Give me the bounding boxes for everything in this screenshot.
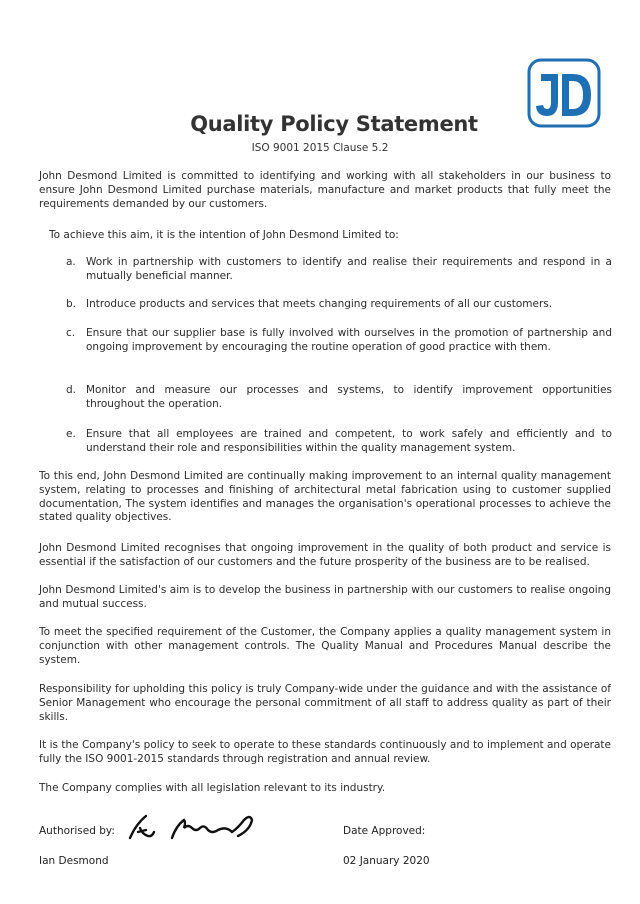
page-subtitle: ISO 9001 2015 Clause 5.2 — [251, 142, 389, 154]
page-title: Quality Policy Statement — [190, 112, 478, 136]
date-approved-value: 02 January 2020 — [343, 855, 430, 867]
paragraph-standards: It is the Company's policy to seek to operate to these standards continuously and to implement and operate fully the ISO 9001-2015 standards through registration and annual review. — [39, 739, 611, 765]
list-item-b — [66, 298, 612, 312]
list-text: Work in partnership with customers to identify and realise their requirements and respond in a mutually beneficial manner. — [86, 256, 612, 282]
list-text: Introduce products and services that meets changing requirements of all our customers. — [86, 298, 553, 310]
list-letter: a. — [66, 256, 76, 268]
authorised-label: Authorised by: — [39, 825, 115, 837]
list-letter: b. — [66, 298, 77, 310]
paragraph-responsibility: Responsibility for upholding this policy is truly Company-wide under the guidance and with the assistance of Senior Management who encourage the personal commitment of all staff to address quality as part of their skills. — [39, 683, 611, 723]
list-item-a — [66, 256, 612, 284]
list-text: Ensure that all employees are trained and competent, to work safely and efficiently and to understand their role and responsibilities within the quality management system. — [86, 428, 612, 454]
paragraph-improvement: John Desmond Limited recognises that ongoing improvement in the quality of both product and service is essential if the satisfaction of our customers and the future prosperity of the business are to be realised. — [39, 542, 611, 568]
list-letter: e. — [66, 428, 76, 440]
signature-icon — [126, 806, 266, 846]
list-letter: c. — [66, 327, 76, 339]
opening-paragraph: John Desmond Limited is committed to identifying and working with all stakeholders in our business to ensure John Desmond Limited purchase materials, manufacture and market products that fully meet the requirements demanded by our customers. — [39, 170, 611, 210]
paragraph-aim: John Desmond Limited's aim is to develop the business in partnership with our customers to realise ongoing and mutual success. — [39, 584, 611, 610]
paragraph-legislation: The Company complies with all legislation relevant to its industry. — [39, 782, 386, 794]
list-item-c — [66, 327, 612, 355]
list-item-e — [66, 428, 612, 456]
paragraph-requirements: To meet the specified requirement of the Customer, the Company applies a quality management system in conjunction with other management controls. The Quality Manual and Procedures Manual describe the system. — [39, 626, 611, 666]
date-approved-label: Date Approved: — [343, 825, 426, 837]
list-text: Monitor and measure our processes and systems, to identify improvement opportunities throughout the operation. — [86, 384, 612, 410]
signatory-name: Ian Desmond — [39, 855, 109, 867]
aim-intro: To achieve this aim, it is the intention of John Desmond Limited to: — [49, 229, 399, 241]
list-item-d — [66, 384, 612, 412]
list-text: Ensure that our supplier base is fully involved with ourselves in the promotion of partnership and ongoing improvement by encouraging the routine operation of good practice with them. — [86, 327, 612, 353]
list-letter: d. — [66, 384, 77, 396]
paragraph-qms: To this end, John Desmond Limited are continually making improvement to an internal quality management system, relating to processes and finishing of architectural metal fabrication using to customer supplied documentation, The system identifies and manages the organisation's operational processes to achieve the stated quality objectives. — [39, 470, 611, 524]
